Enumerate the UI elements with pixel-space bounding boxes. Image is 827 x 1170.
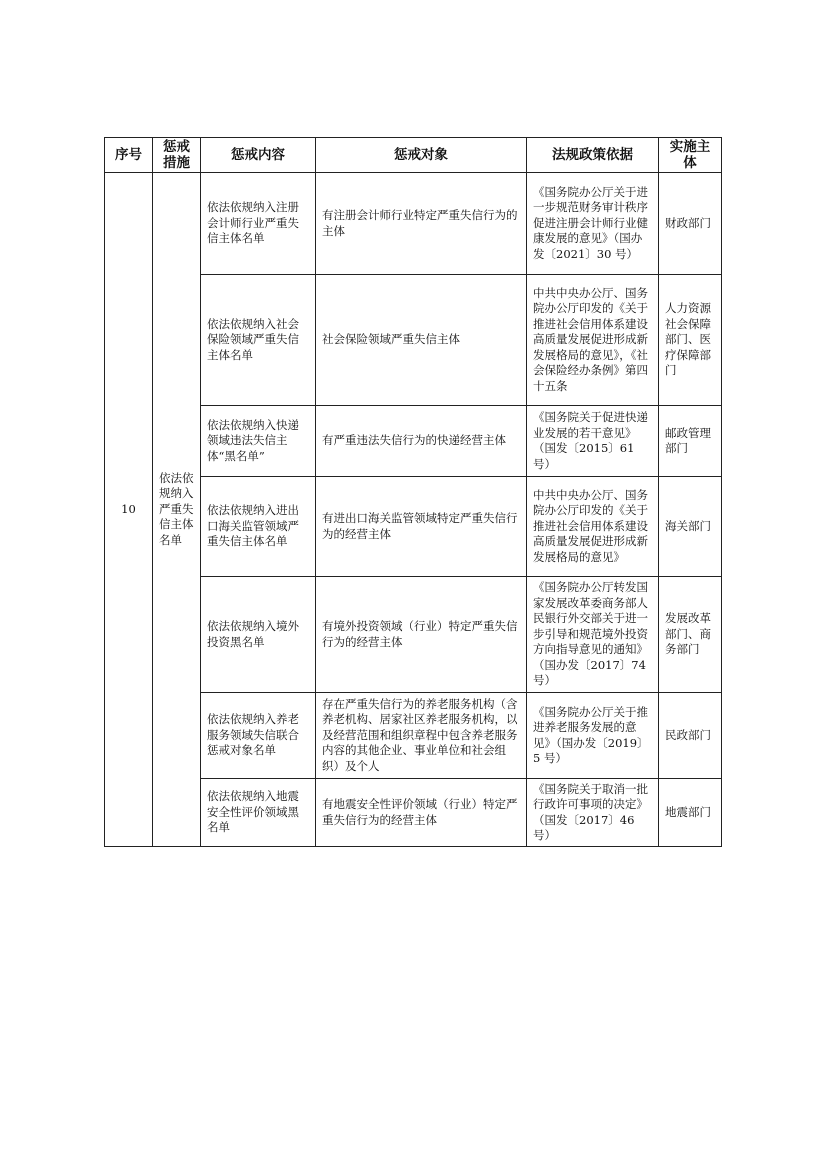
agency-cell: 海关部门: [659, 477, 722, 577]
penalty-table: [104, 137, 722, 847]
target-cell: 有境外投资领域（行业）特定严重失信行为的经营主体: [316, 577, 527, 693]
agency-cell: 发展改革部门、商务部门: [659, 577, 722, 693]
basis-cell: 中共中央办公厅、国务院办公厅印发的《关于推进社会信用体系建设高质量发展促进形成新发展格局的意见》，《社会保险经办条例》第四十五条: [527, 275, 659, 406]
agency-cell: 人力资源社会保障部门、医疗保障部门: [659, 275, 722, 406]
target-cell: 存在严重失信行为的养老服务机构（含养老机构、居家社区养老服务机构，以及经营范围和组织章程中包含养老服务内容的其他企业、事业单位和社会组织）及个人: [316, 693, 527, 779]
content-cell: 依法依规纳入社会保险领域严重失信主体名单: [201, 275, 316, 406]
content-cell: 依法依规纳入快递领域违法失信主体“黑名单”: [201, 406, 316, 477]
agency-cell: 邮政管理部门: [659, 406, 722, 477]
basis-cell: 《国务院办公厅转发国家发展改革委商务部人民银行外交部关于进一步引导和规范境外投资方向指导意见的通知》（国办发〔2017〕74 号）: [527, 577, 659, 693]
header-content: 惩戒内容: [201, 138, 316, 173]
target-cell: 有注册会计师行业特定严重失信行为的主体: [316, 173, 527, 275]
header-row: [105, 138, 722, 173]
basis-cell: 《国务院关于取消一批行政许可事项的决定》（国发〔2017〕46 号）: [527, 779, 659, 847]
agency-cell: 地震部门: [659, 779, 722, 847]
header-basis: 法规政策依据: [527, 138, 659, 173]
content-cell: 依法依规纳入境外投资黑名单: [201, 577, 316, 693]
target-cell: 社会保险领域严重失信主体: [316, 275, 527, 406]
target-cell: 有严重违法失信行为的快递经营主体: [316, 406, 527, 477]
header-measure: 惩戒措施: [153, 138, 201, 173]
content-cell: 依法依规纳入养老服务领域失信联合惩戒对象名单: [201, 693, 316, 779]
agency-cell: 民政部门: [659, 693, 722, 779]
basis-cell: 《国务院关于促进快递业发展的若干意见》（国发〔2015〕61 号）: [527, 406, 659, 477]
header-agency: 实施主体: [659, 138, 722, 173]
agency-cell: 财政部门: [659, 173, 722, 275]
basis-cell: 中共中央办公厅、国务院办公厅印发的《关于推进社会信用体系建设高质量发展促进形成新发展格局的意见》: [527, 477, 659, 577]
seq-cell: 10: [105, 173, 153, 847]
content-cell: 依法依规纳入进出口海关监管领域严重失信主体名单: [201, 477, 316, 577]
measure-cell: 依法依规纳入严重失信主体名单: [153, 173, 201, 847]
header-target: 惩戒对象: [316, 138, 527, 173]
content-cell: 依法依规纳入地震安全性评价领域黑名单: [201, 779, 316, 847]
content-cell: 依法依规纳入注册会计师行业严重失信主体名单: [201, 173, 316, 275]
target-cell: 有地震安全性评价领域（行业）特定严重失信行为的经营主体: [316, 779, 527, 847]
header-seq: 序号: [105, 138, 153, 173]
basis-cell: 《国务院办公厅关于进一步规范财务审计秩序促进注册会计师行业健康发展的意见》（国办发〔2021〕30 号）: [527, 173, 659, 275]
basis-cell: 《国务院办公厅关于推进养老服务发展的意见》（国办发〔2019〕5 号）: [527, 693, 659, 779]
target-cell: 有进出口海关监管领域特定严重失信行为的经营主体: [316, 477, 527, 577]
table-row: [105, 173, 722, 275]
